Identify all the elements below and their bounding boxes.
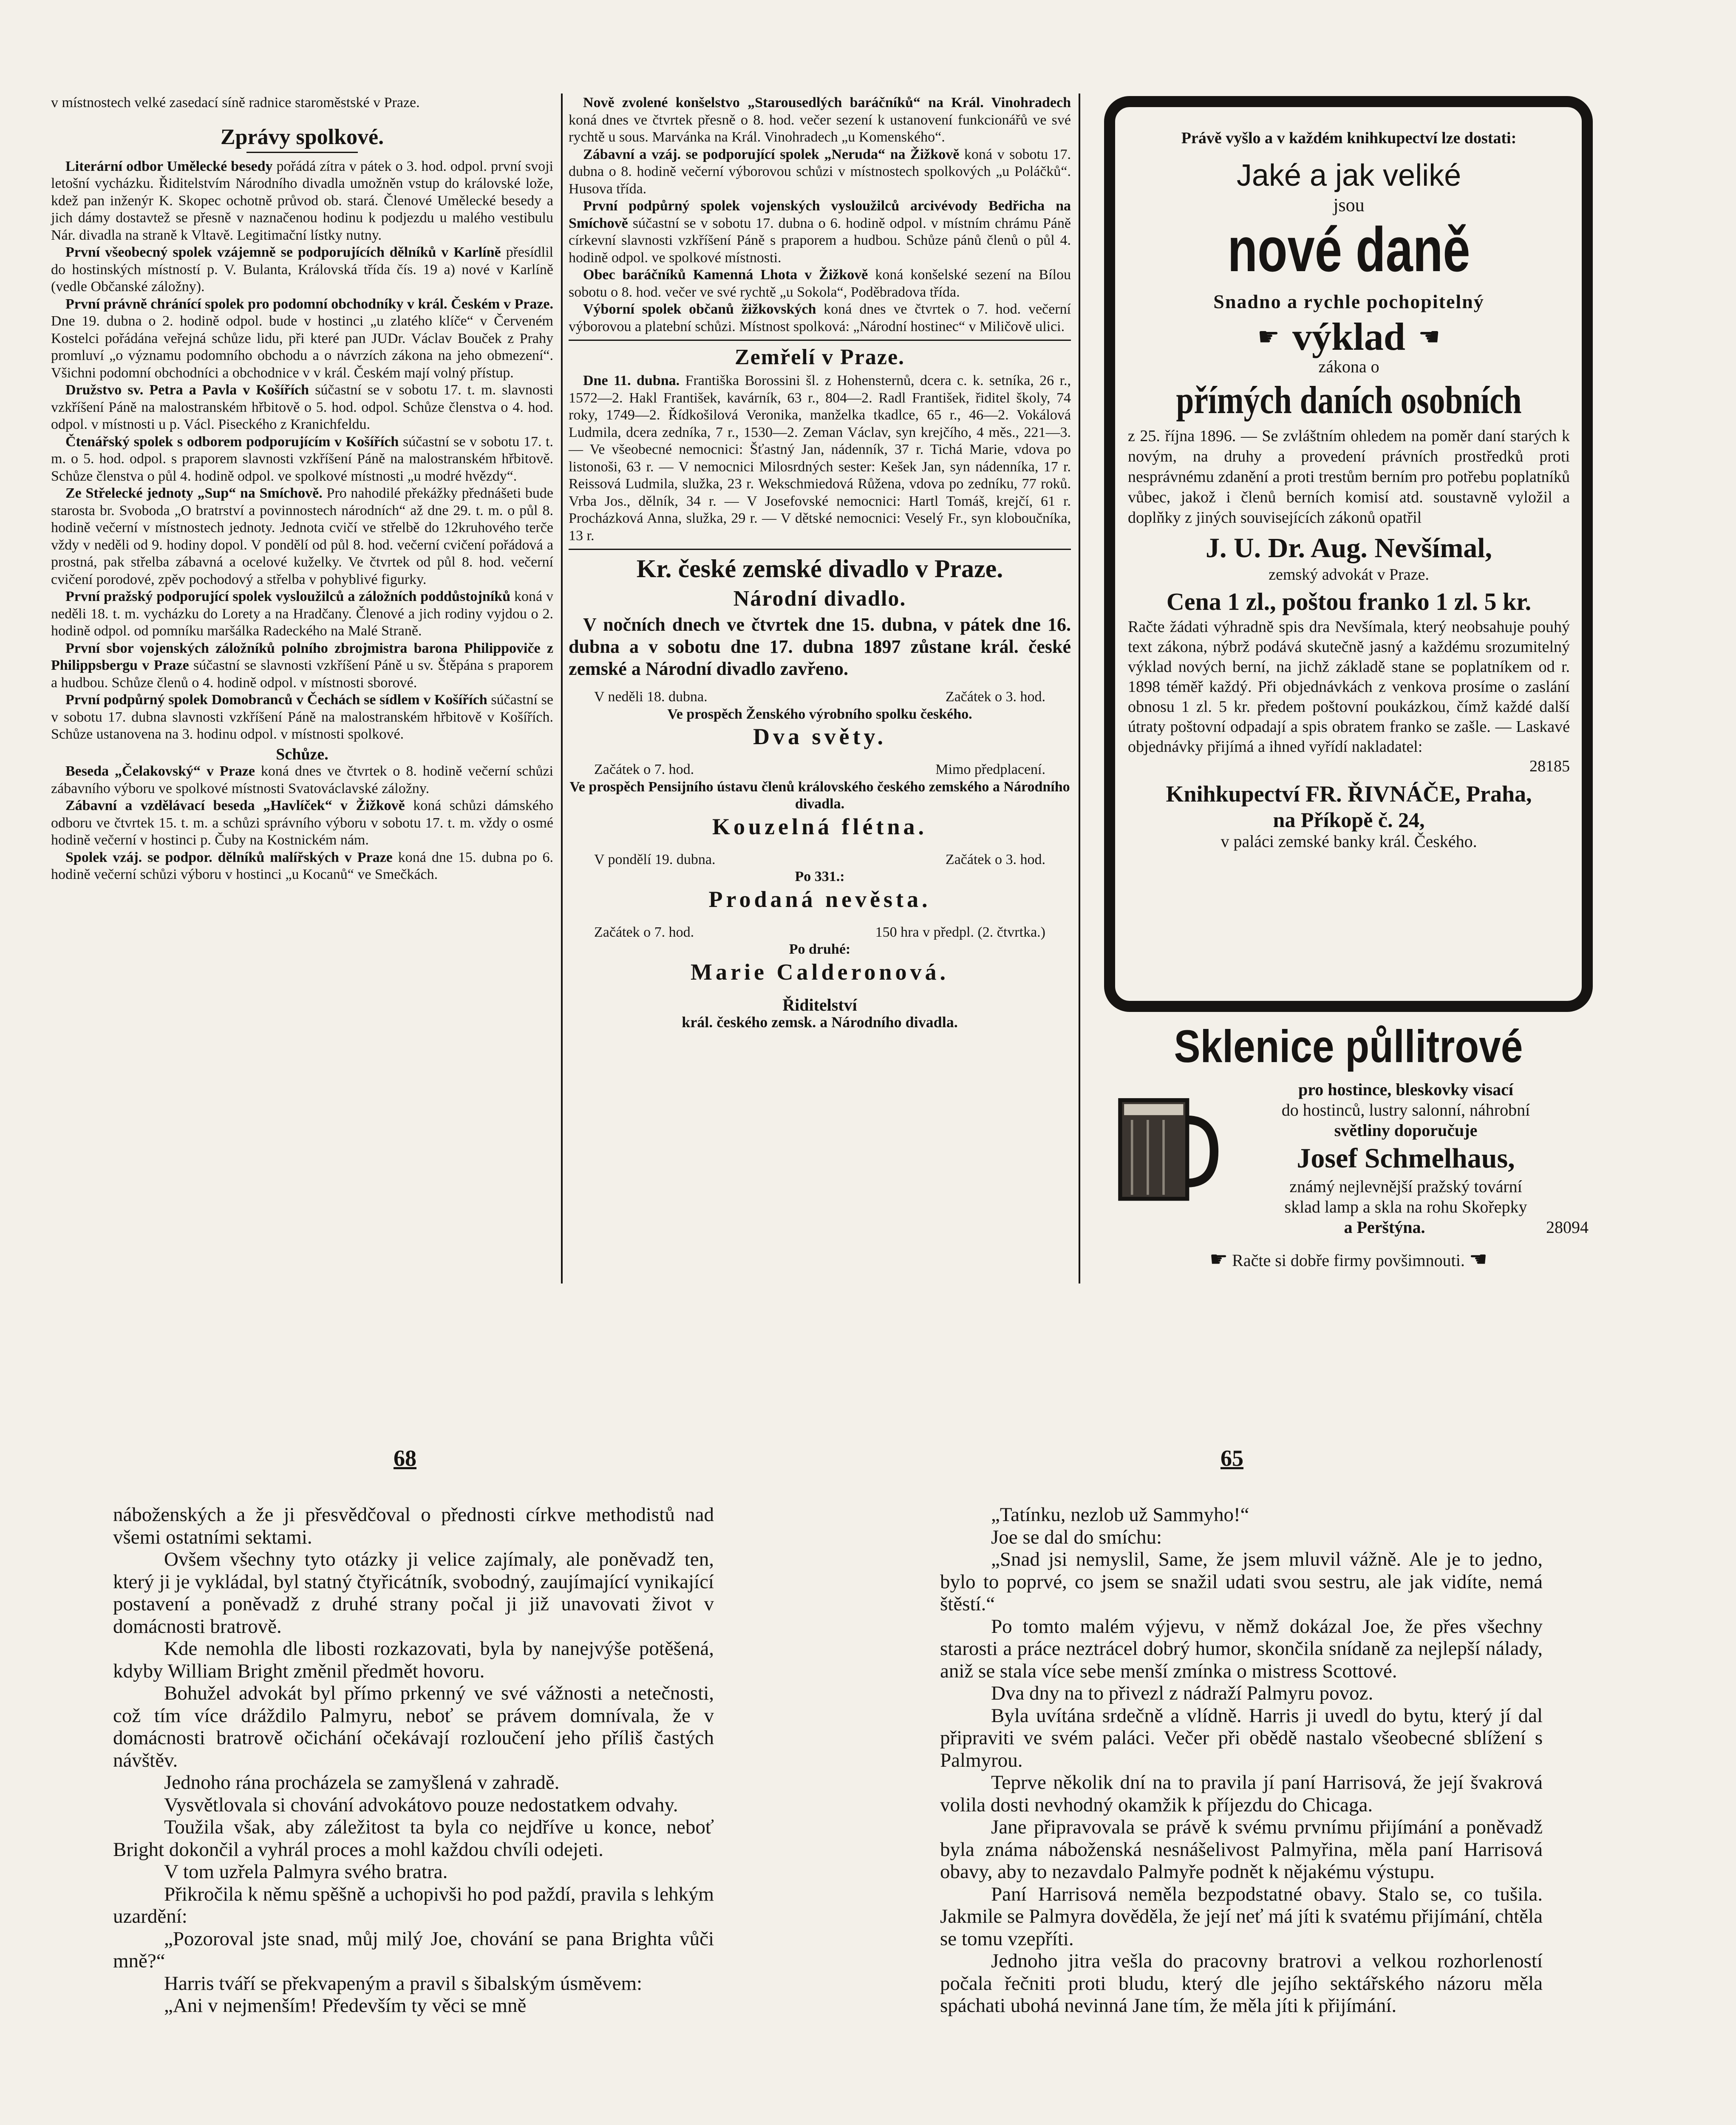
news-item: Nově zvolené konšelstvo „Starousedlých baráčníků“ na Král. Vinohradech koná dnes ve čtvrtek přesně o 8. hod. večer sezení k ustanovení funkcionářů ve své rychtě u sous. Marvánka na Král. Vinohradech „u Komenského“. — [569, 95, 1071, 145]
ad-subtitle: Snadno a rychle pochopitelný — [1213, 291, 1484, 312]
middle-rule-2 — [569, 549, 1071, 550]
novel-paragraph: Jednoho rána procházela se zamyšlená v zahradě. — [164, 1771, 560, 1794]
news-item: První všeobecný spolek vzájemně se podporujících dělníků v Karlíně přesídlil do hostinských místností p. V. Bulanta, Královská třída čís. 19 a) nové v Karlíně (vedle Občanské záložny). — [51, 244, 553, 295]
ad-inner — [1128, 128, 1570, 851]
performance-entry — [569, 688, 1071, 750]
ad-top-line: Právě vyšlo a v každém knihkupectví lze dostati: — [1181, 129, 1517, 147]
novel-paragraph: Vysvětlovala si chování advokátovo pouze nedostatkem odvahy. — [164, 1794, 678, 1816]
glass-ad-line-3: světliny doporučuje — [1334, 1121, 1478, 1140]
performance-start: 150 hra v předpl. (2. čtvrtka.) — [875, 924, 1045, 940]
news-item: Výborní spolek občanů žižkovských koná dnes ve čtvrtek o 7. hod. večerní výborovou a platební schůzi. Místnost spolková: „Národní hostinec“ v Miličově ulici. — [569, 301, 1071, 334]
theatre-subtitle: Národní divadlo. — [733, 586, 906, 611]
news-item: První právně chránící spolek pro podomní obchodníky v král. Českém v Praze. Dne 19. dubna o 2. hodině odpol. bude v hostinci „u zlatého klíče“ v Červeném Kostelci pořádána veřejná schůze lidu, při které pan JUDr. Václav Bouček z Prahy promluví „o významu podomního obchodu a o návrzích zákona na jeho obmezení“. Všichni podomní obchodníci a obchodnice v v král. Českém mají volný přístup. — [51, 296, 553, 381]
news-item: Zábavní a vzáj. se podporující spolek „Neruda“ na Žižkově koná v sobotu 17. dubna o 8. hodině večerní výborovou schůzi v místnostech spolkových „u Poláčků“. Husova třída. — [569, 146, 1071, 197]
left-news-column — [51, 94, 553, 884]
performance-day: V pondělí 19. dubna. — [594, 851, 716, 867]
glass-ad-code: 28094 — [1546, 1218, 1589, 1237]
novel-paragraph: Joe se dal do smíchu: — [991, 1526, 1162, 1548]
glass-ad-title: Sklenice půllitrové — [1174, 1020, 1523, 1072]
left-page-number: 68 — [394, 1445, 416, 1471]
director-text: král. českého zemsk. a Národního divadla. — [682, 1014, 958, 1031]
performance-benefit: Ve prospěch Ženského výrobního spolku českého. — [667, 706, 972, 722]
novel-paragraph: V tom uzřela Palmyra svého bratra. — [164, 1861, 448, 1883]
performance-day: V neděli 18. dubna. — [594, 689, 708, 705]
novel-paragraph: „Ani v nejmenším! Především ty věci se mně — [164, 1995, 527, 2017]
performance-title: Marie Calderonová. — [691, 959, 949, 985]
ad-body: z 25. října 1896. — Se zvláštním ohledem na poměr daní starých k novým, na druhy a provedení právních prostředků proti nesprávnému zdanění a proti trestům berním pro potřebu poplatníků vůbec, jakož i členů berních komisí atd. soustavně vyložil a doplňky z jiných souvisejících zákonů opatřil — [1128, 427, 1570, 527]
beer-mug-icon — [1108, 1084, 1219, 1211]
ad-order-text: Račte žádati výhradně spis dra Nevšímala, který neobsahuje pouhý text zákona, nýbrž podává skutečně jasný a každému srozumitelný výklad nových berní, na jichž základě stane se poplatníkem od r. 1898 téměř každý. Při objednávkách z venkova prosíme o zaslání obnosu 1 zl. 5 kr. předem poštovní poukázkou, čímž každé další útraty poštovní odpadají a spis obratem franko se zašle. — Laskavé objednávky přijímá a ihned vyřídí nakladatel: — [1128, 618, 1570, 756]
performance-entry — [569, 924, 1071, 986]
right-page-number: 65 — [1221, 1445, 1243, 1471]
news-item: Ze Střelecké jednoty „Sup“ na Smíchově. Pro nahodilé překážky přednášeti bude starosta br. Svoboda „O bratrství a povinnostech národních“ až dne 29. t. m. o půl 8. hodině večerní v místnostech jednoty. Jednota cvičí ve střelbě do 12kruhového terče vždy v neděli od 9. hodiny dopol. V pondělí od půl 8. hod. večerní cvičení pořádová a prostná, pak střelba zábavná a ocelové kuželky. Ve čtvrtek od půl 8. hod. večerní cvičení porodové, zpěv pochodový a střelba v pohyblivé figurky. — [51, 485, 553, 587]
ad-question: Jaké a jak veliké — [1236, 159, 1461, 193]
meeting-item: Beseda „Čelakovský“ v Praze koná dnes ve čtvrtek o 8. hodině večerní schůzi zábavního výboru ve spolkové místnosti Svatováclavské záložny. — [51, 763, 554, 796]
glass-ad-note-row — [1104, 1247, 1593, 1271]
meetings-list — [51, 763, 553, 884]
performance-title: Dva světy. — [753, 724, 886, 749]
pointing-hand-icon: ☚ — [1418, 323, 1440, 351]
novel-paragraph: Kde nemohla dle libosti rozkazovati, byla by nanejvýše potěšená, kdyby William Bright změnil předmět hovoru. — [113, 1638, 714, 1682]
performance-day: Začátek o 7. hod. — [594, 762, 694, 777]
novel-paragraph: Po tomto malém výjevu, v němž dokázal Joe, že přes všechny starosti a práce neztrácel dobrý humor, skončila snídaně za nejlepší nálady, aniž se stala více sebe menší zmínka o mistress Scottové. — [940, 1615, 1543, 1682]
ad-question-2: jsou — [1333, 195, 1365, 215]
performance-start: Začátek o 3. hod. — [945, 851, 1045, 867]
glass-ad-line-2: do hostinců, lustry salonní, náhrobní — [1281, 1100, 1530, 1119]
novel-paragraph: Jane připravovala se právě k svému prvnímu přijímání a poněvadž byla známa náboženská nesnášelivost Palmyřina, měla paní Harrisová obavy, aby to nezavdalo Palmyře podnět k nějakému výstupu. — [940, 1816, 1543, 1883]
ad-price: Cena 1 zl., poštou franko 1 zl. 5 kr. — [1166, 588, 1532, 615]
ad-author: J. U. Dr. Aug. Nevšímal, — [1205, 533, 1492, 564]
ad-address: na Příkopě č. 24, — [1273, 808, 1425, 832]
news-item: Obec baráčníků Kamenná Lhota v Žižkově koná konšelské sezení na Bílou sobotu o 8. hod. večer ve své rychtě „u Sokola“, Poděbradova třída. — [569, 267, 1071, 300]
novel-paragraph: Přikročila k němu spěšně a uchopivši ho pod paždí, pravila s lehkým uzardění: — [113, 1883, 714, 1927]
novel-paragraph: Paní Harrisová neměla bezpodstatné obavy. Stalo se, co tušila. Jakmile se Palmyra dověděla, že její neť má jíti k svatému přijímání, chtěla se tomu vzepříti. — [940, 1883, 1543, 1950]
performance-benefit: Ve prospěch Pensijního ústavu členů královského českého zemského a Národního divadla. — [569, 779, 1070, 812]
pointing-hand-icon: ☛ — [1209, 1248, 1228, 1271]
novel-paragraph: „Tatínku, nezlob už Sammyho!“ — [991, 1504, 1249, 1526]
news-item: Čtenářský spolek s odborem podporujícím v Košířích súčastní se v sobotu 17. t. m. o 5. hod. odpol. s praporem slavnosti vzkříšení Páně na malostranském hřbitově. Schůze členstva o půl 4. hodině odpol. ve spolkové místnosti „u modré hvězdy“. — [51, 434, 554, 484]
column-divider-1 — [561, 94, 563, 1284]
ad-new-taxes: nové daně — [1227, 215, 1470, 285]
glassware-ad — [1104, 1020, 1593, 1284]
meetings-heading: Schůze. — [276, 745, 329, 763]
pointing-hand-icon: ☚ — [1469, 1248, 1487, 1271]
performance-time-row — [569, 851, 1071, 869]
association-news-list — [51, 158, 553, 743]
news-item: První sbor vojenských záložníků polního zbrojmistra barona Philippoviče z Philippsbergu v Praze súčastní se slavnosti vzkříšení Páně u sv. Štěpána s praporem a hudbou. Schůze členů o 4. hodině odpol. v místnosti sborové. — [51, 640, 553, 691]
novel-paragraph: „Pozoroval jste snad, můj milý Joe, chování se pana Brighta vůči mně?“ — [113, 1927, 714, 1972]
ad-code: 28185 — [1529, 757, 1570, 775]
glass-ad-line-5: sklad lamp a skla na rohu Skořepky — [1284, 1197, 1527, 1216]
middle-news-column — [569, 94, 1071, 1031]
performance-time-row — [569, 688, 1071, 706]
novel-paragraph: „Snad jsi nemyslil, Same, že jsem mluvil vážně. Ale je to jedno, bylo to poprvé, co jsem se snažil udati svou sestru, ale jak vidíte, nemá štěstí.“ — [940, 1548, 1543, 1615]
director-title: Řiditelství — [782, 995, 857, 1014]
glass-ad-line-1: pro hostince, bleskovky visací — [1298, 1080, 1513, 1099]
performance-time-row — [569, 761, 1071, 779]
section-heading: Zprávy spolkové. — [220, 125, 384, 149]
news-item: První podpůrný spolek Domobranců v Čechách se sídlem v Košířích súčastní se v sobotu 17. dubna slavnosti vzkříšení Páně na malostranském hřbitově v Košířích. Schůze ustanovena na 3. hodinu odpol. v místnosti spolkové. — [51, 692, 553, 742]
performance-list — [569, 688, 1071, 986]
glass-ad-line-6-row — [1223, 1217, 1589, 1238]
performance-entry — [569, 761, 1071, 840]
novel-paragraph: Byla uvítána srdečně a vlídně. Harris ji uvedl do bytu, který jí dal připraviti ve svém paláci. Večer při obědě nastalo všeobecné sblížení s Palmyrou. — [940, 1704, 1543, 1771]
news-item: Literární odbor Umělecké besedy pořádá zítra v pátek o 3. hod. odpol. první svoji letošní vycházku. Řiditelstvím Národního divadla umožněn vstup do královské lože, kdež pan inženýr K. Skopec ochotně průvod ob. stará. Členové Umělecké besedy a jich dámy dostavtež se přesně v naznačenou hodinu k podjezdu u malého vestibulu Nár. divadla na straně k Vltavě. Legitimační lístky nutny. — [51, 158, 553, 243]
column-divider-2 — [1079, 94, 1080, 1284]
tax-book-ad — [1104, 96, 1593, 1012]
theatre-title: Kr. české zemské divadlo v Praze. — [636, 555, 1003, 583]
news-item: První pražský podporující spolek vysloužilců a záložních poddůstojníků koná v neděli 18. t. m. vycházku do Lorety a na Hradčany. Členové a jich rodiny vyjdou o 2. hodině odpol. od pomníku maršálka Radeckého na Malé Straně. — [51, 589, 554, 639]
glass-ad-note: Račte si dobře firmy povšimnouti. — [1232, 1251, 1465, 1270]
glass-ad-name: Josef Schmelhaus, — [1297, 1143, 1515, 1174]
news-item: První podpůrný spolek vojenských vysloužilců arcivévody Bedřicha na Smíchově súčastní se v sobotu 17. dubna o 6. hodině odpol. v místním chrámu Páně církevní slavnosti vzkříšení Páně s praporem a hudbou. Schůze pánů členů o půl 4. hodině odpol. ve spolkové místnosti. — [569, 198, 1071, 266]
ad-explanation-row — [1128, 316, 1570, 357]
meeting-item: Zábavní a vzdělávací beseda „Havlíček“ v Žižkově koná schůzi dámského odboru ve čtvrtek 15. t. m. a schůzi správního výboru v sobotu 17. t. m. vždy o osmé hodině večerní v hostinci p. Čuby na Kostnickém nám. — [51, 798, 553, 848]
performance-time-row — [569, 924, 1071, 941]
performance-benefit: Po druhé: — [789, 941, 851, 957]
novel-paragraph: Toužila však, aby záležitost ta byla co nejdříve u konce, neboť Bright dokončil a vyhrál proces a mohl každou chvíli odejeti. — [113, 1816, 714, 1861]
theatre-notice: V nočních dnech ve čtvrtek dne 15. dubna, v pátek dne 16. dubna a v sobotu dne 17. dubna 1897 zůstane král. české zemské a Národní divadlo zavřeno. — [569, 614, 1071, 679]
performance-title: Prodaná nevěsta. — [708, 886, 931, 912]
performance-entry — [569, 851, 1071, 913]
news-item: Družstvo sv. Petra a Pavla v Košířích súčastní se v sobotu 17. t. m. slavnosti vzkříšení Páně na malostranském hřbitově o 5. hod. odpol. Schůze členstva o 4. hod. odpol. v místnosti u p. Václ. Piseckého z Kranichfeldu. — [51, 382, 553, 432]
middle-news-list — [569, 94, 1071, 335]
pointing-hand-icon: ☛ — [1257, 323, 1280, 351]
ad-publisher: Knihkupectví FR. ŘIVNÁČE, Praha, — [1166, 781, 1532, 807]
glass-ad-text — [1223, 1080, 1589, 1238]
novel-page-left — [113, 1504, 714, 2017]
performance-start: Začátek o 3. hod. — [945, 689, 1045, 705]
ad-palace: v paláci zemské banky král. Českého. — [1221, 832, 1477, 851]
middle-rule-1 — [569, 340, 1071, 341]
novel-paragraph: Ovšem všechny tyto otázky ji velice zajímaly, ale poněvadž ten, který ji je vykládal, byl statný čtyřicátník, svobodný, zaujímající vynikající postavení a poněvadž z druhé strany počal ji již unavovati život v domácnosti bratrově. — [113, 1548, 714, 1638]
novel-paragraph: náboženských a že ji přesvědčoval o přednosti církve methodistů nad všemi ostatními sektami. — [113, 1504, 714, 1548]
intro-text: v místnostech velké zasedací síně radnice staroměstské v Praze. — [51, 95, 420, 110]
novel-paragraph: Bohužel advokát byl přímo prkenný ve své vážnosti a netečnosti, což tím více dráždilo Palmyru, neboť se právem domnívala, že v domácnosti bratrově očichání očekávají rozloučení jeho příliš častých návštěv. — [113, 1682, 714, 1771]
heading-rule — [246, 152, 358, 153]
deaths-heading: Zemřelí v Praze. — [734, 345, 905, 369]
novel-page-right — [940, 1504, 1543, 2017]
meeting-item: Spolek vzáj. se podpor. dělníků malířských v Praze koná dne 15. dubna po 6. hodině večerní schůzi výboru v hostinci „u Kocanů“ ve Smečkách. — [51, 849, 553, 882]
ad-vyklad: výklad — [1292, 315, 1405, 358]
performance-benefit: Po 331.: — [795, 869, 845, 884]
performance-day: Začátek o 7. hod. — [594, 924, 694, 940]
novel-paragraph: Dva dny na to přivezl z nádraží Palmyru povoz. — [991, 1682, 1374, 1704]
ad-author-sub: zemský advokát v Praze. — [1269, 566, 1429, 584]
ad-direct-taxes: přímých daních osobních — [1176, 378, 1522, 422]
deaths-text: Dne 11. dubna. Františka Borossini šl. z Hohensternů, dcera c. k. setníka, 26 r., 1572—2. Hakl František, kavárník, 63 r., 804—2. Radl František, řiditel školy, 74 roky, 1749—2. Řídkošilová Veronika, manželka tkadlce, 65 r., 46—2. Vokálová Ludmila, dcera zedníka, 7 r., 1530—2. Zeman Václav, syn krejčího, 4 měs., 221—3. — Ve všeobecné nemocnici: Šťastný Jan, nádenník, 37 r. Tichá Marie, vdova po listonoši, 63 r. — V nemocnici Milosrdných sester: Kešek Jan, syn nádenníka, 17 r. Reissová Ludmila, služka, 23 r. Wekschmiedová Růžena, vdova po zedníku, 77 roků. Vrba Jos., dělník, 34 r. — V Josefovské nemocnici: Hartl Tomáš, krejčí, 61 r. Procházková Anna, služka, 29 r. — V dětské nemocnici: Veselý Fr., syn kloboučníka, 13 r. — [569, 373, 1071, 544]
novel-paragraph: Teprve několik dní na to pravila jí paní Harrisová, že její švakrová volila dosti nevhodný okamžik k příjezdu do Chicaga. — [940, 1771, 1543, 1816]
performance-start: Mimo předplacení. — [935, 762, 1045, 777]
performance-title: Kouzelná flétna. — [712, 813, 927, 839]
ad-zakona: zákona o — [1318, 357, 1379, 376]
glass-ad-line-4: známý nejlevnější pražský tovární — [1289, 1177, 1522, 1196]
novel-paragraph: Jednoho jitra vešla do pracovny bratrovi a velkou rozhorleností počala řečniti proti bludu, který dle jejího sektářského názoru měla spáchati ubohá nevinná Jane tím, že měla jíti k přijímání. — [940, 1950, 1543, 2017]
glass-ad-line-6: a Perštýna. — [1344, 1218, 1425, 1237]
novel-paragraph: Harris tváří se překvapeným a pravil s šibalským úsměvem: — [164, 1972, 643, 1995]
